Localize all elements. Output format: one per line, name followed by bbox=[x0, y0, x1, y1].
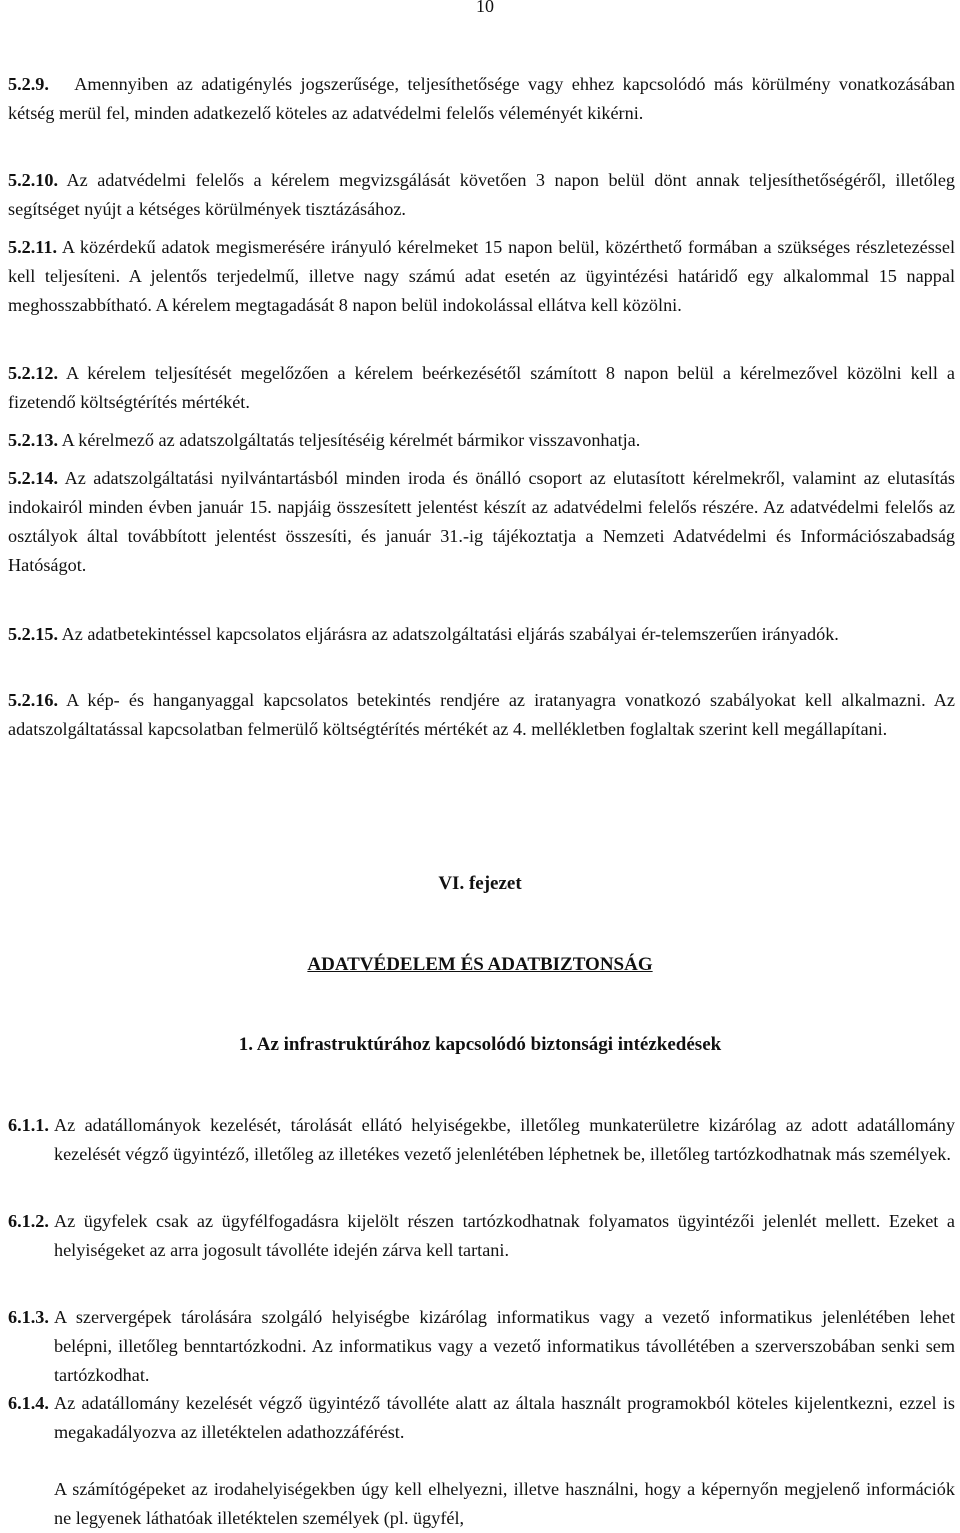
paragraph-5-2-10 bbox=[8, 166, 955, 224]
item-text: Az adatállományok kezelését, tárolását ellátó helyiségekbe, illetőleg munkaterületre kizárólag az adott adatállomány kezelését végző ügyintéző, illetőleg az illetékes vezető jelenlétében léphetnek be, illetőleg tartózkodhatnak más személyek. bbox=[54, 1115, 955, 1164]
item-6-1-1 bbox=[8, 1111, 955, 1169]
paragraph-5-2-14 bbox=[8, 464, 955, 580]
paragraph-text: A kép- és hanganyaggal kapcsolatos betekintés rendjére az iratanyagra vonatkozó szabályokat kell alkalmazni. Az adatszolgáltatással kapcsolatban felmerülő költségtérítés mértékét az 4. mellékletben foglaltak szerint kell megállapítani. bbox=[8, 690, 956, 739]
item-6-1-4 bbox=[8, 1389, 955, 1447]
paragraph-text: Az adatszolgáltatási nyilvántartásból minden iroda és önálló csoport az elutasított kérelmekről, valamint az elutasítás indokairól minden évben január 15. napjáig összesített jelentést készít az adatvédelmi felelős részére. Az adatvédelmi felelős az osztályok által továbbított jelentést összesíti, és január 31.-ig tájékoztatja a Nemzeti Adatvédelmi és Információszabadság Hatóságot. bbox=[8, 468, 955, 575]
item-text: A szervergépek tárolására szolgáló helyiségbe kizárólag informatikus vagy a vezető informatikus jelenlétében lehet belépni, illetőleg benntartózkodni. Az informatikus vagy a vezető informatikus távollétében a szerverszobában senki sem tartózkodhat. bbox=[54, 1307, 955, 1385]
paragraph-number: 5.2.9. bbox=[8, 74, 49, 94]
paragraph-number: 5.2.11. bbox=[8, 237, 58, 257]
paragraph-5-2-12 bbox=[8, 359, 955, 417]
continuation-paragraph: A számítógépeket az irodahelyiségekben úgy kell elhelyezni, illetve használni, hogy a képernyőn megjelenő információk ne legyenek láthatóak illetéktelen személyek (pl. ügyfél, bbox=[54, 1479, 955, 1528]
paragraph-5-2-11 bbox=[8, 233, 955, 320]
paragraph-number: 5.2.16. bbox=[8, 690, 59, 710]
paragraph-text: A közérdekű adatok megismerésére irányuló kérelmeket 15 napon belül, közérthető formában a szükséges részletezéssel kell teljesíteni. A jelentős terjedelmű, illetve nagy számú adat esetén az ügyintézési határidő egy alkalommal 15 nappal meghosszabbítható. A kérelem megtagadását 8 napon belül indokolással ellátva kell közölni. bbox=[8, 237, 955, 315]
item-number: 6.1.1. bbox=[8, 1115, 49, 1135]
paragraph-number: 5.2.15. bbox=[8, 624, 59, 644]
paragraph-5-2-13 bbox=[8, 426, 955, 455]
item-number: 6.1.3. bbox=[8, 1307, 49, 1327]
item-6-1-2 bbox=[8, 1207, 955, 1265]
item-number: 6.1.2. bbox=[8, 1211, 49, 1231]
section-title: ADATVÉDELEM ÉS ADATBIZTONSÁG bbox=[307, 954, 653, 975]
paragraph-text: Az adatvédelmi felelős a kérelem megvizsgálását követően 3 napon belül dönt annak teljesíthetőségéről, illetőleg segítséget nyújt a kétséges körülmények tisztázásához. bbox=[8, 170, 956, 219]
paragraph-text: Az adatbetekintéssel kapcsolatos eljárásra az adatszolgáltatási eljárás szabályai ér-telemszerűen irányadók. bbox=[61, 624, 839, 644]
paragraph-text: A kérelmező az adatszolgáltatás teljesítéséig kérelmét bármikor visszavonhatja. bbox=[61, 430, 641, 450]
paragraph-5-2-16 bbox=[8, 686, 955, 744]
paragraph-text: A kérelem teljesítését megelőzően a kérelem beérkezésétől számított 8 napon belül a kérelmezővel közölni kell a fizetendő költségtérítés mértékét. bbox=[8, 363, 955, 412]
item-text: Az ügyfelek csak az ügyfélfogadásra kijelölt részen tartózkodhatnak folyamatos ügyintézői jelenlét mellett. Ezeket a helyiségeket az arra jogosult távolléte idején zárva kell tartani. bbox=[54, 1211, 955, 1260]
chapter-title: VI. fejezet bbox=[438, 873, 522, 894]
item-6-1-3 bbox=[8, 1303, 955, 1390]
paragraph-number: 5.2.12. bbox=[8, 363, 59, 383]
paragraph-5-2-9 bbox=[8, 70, 955, 128]
paragraph-text: Amennyiben az adatigénylés jogszerűsége, teljesíthetősége vagy ehhez kapcsolódó más körülmény vonatkozásában kétség merül fel, minden adatkezelő köteles az adatvédelmi felelős véleményét kikérni. bbox=[8, 74, 956, 123]
subsection-title: 1. Az infrastruktúrához kapcsolódó biztonsági intézkedések bbox=[238, 1034, 722, 1055]
paragraph-5-2-15 bbox=[8, 620, 955, 649]
item-number: 6.1.4. bbox=[8, 1393, 49, 1413]
item-text: Az adatállomány kezelését végző ügyintéző távolléte alatt az általa használt programokból köteles kijelentkezni, ezzel is megakadályozva az illetéktelen adathozzáférést. bbox=[54, 1393, 955, 1442]
paragraph-number: 5.2.10. bbox=[8, 170, 59, 190]
page-number: 10 bbox=[476, 0, 494, 16]
paragraph-number: 5.2.13. bbox=[8, 430, 59, 450]
paragraph-number: 5.2.14. bbox=[8, 468, 59, 488]
